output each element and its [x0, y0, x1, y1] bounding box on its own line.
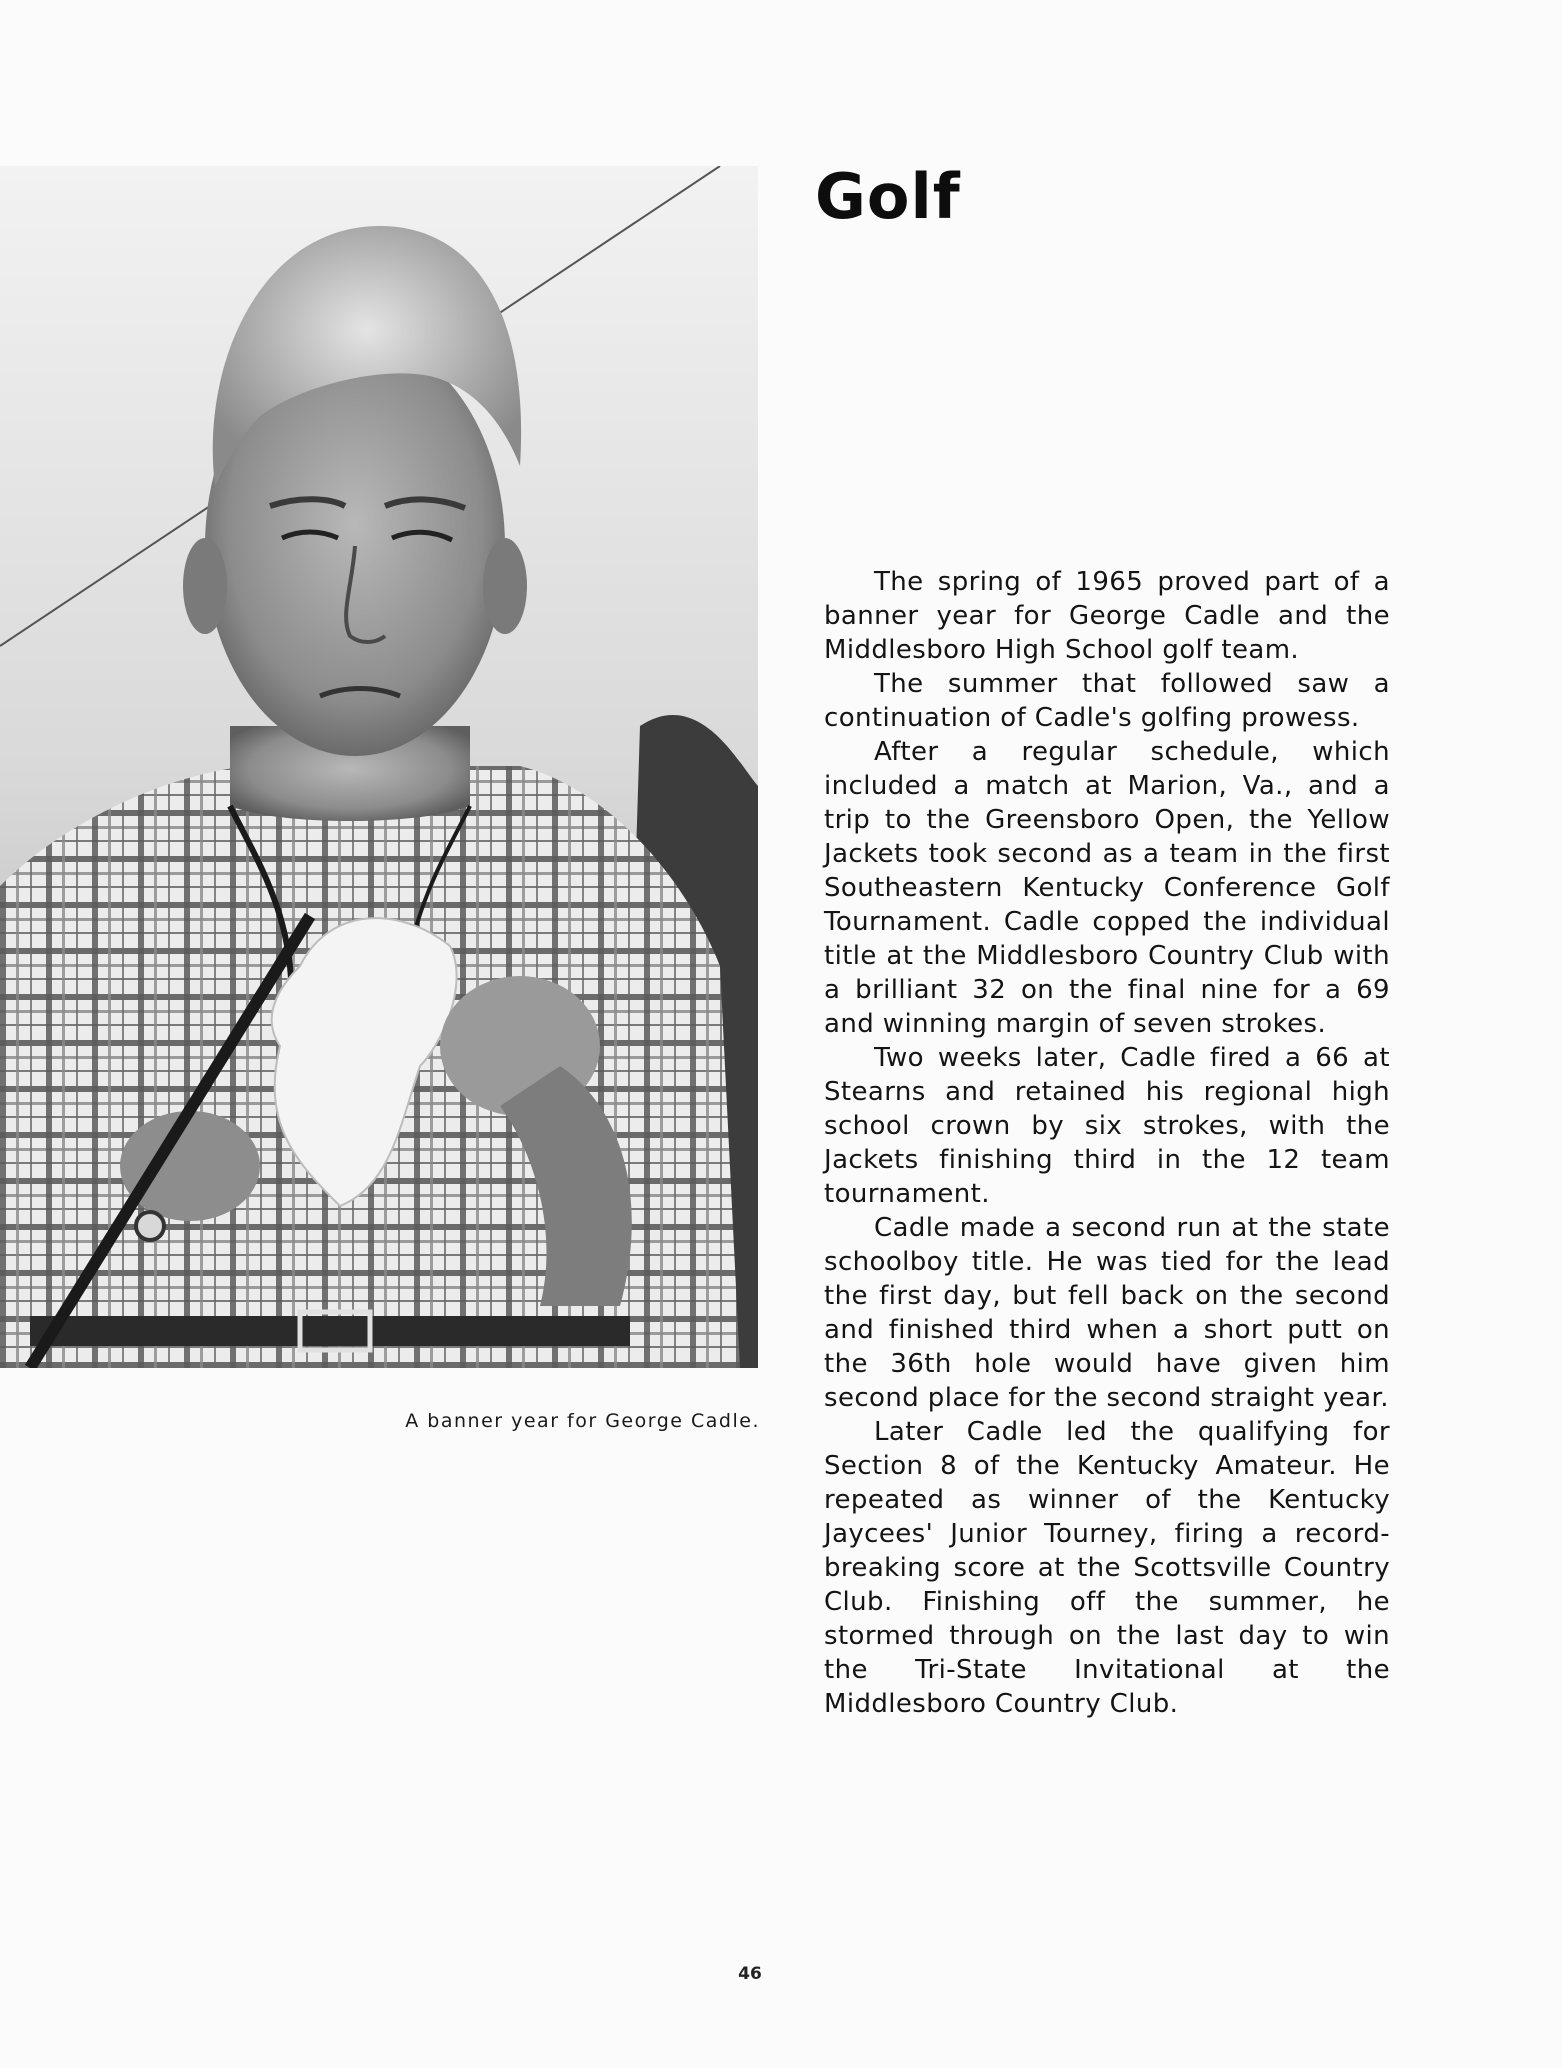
article-paragraph: The spring of 1965 proved part of a banner year for George Cadle and the Middlesboro High School golf team.	[824, 567, 1390, 665]
page-number: 46	[738, 1964, 762, 1984]
golfer-photo	[0, 166, 758, 1368]
article-body	[824, 565, 1390, 1721]
article-paragraph: Two weeks later, Cadle fired a 66 at Stearns and retained his regional high school crown by six strokes, with the Jackets finishing third in the 12 team tournament.	[824, 1043, 1390, 1209]
article-paragraph: Later Cadle led the qualifying for Section 8 of the Kentucky Amateur. He repeated as winner of the Kentucky Jaycees' Junior Tourney, firing a record-breaking score at the Scottsville Country Club. Finishing off the summer, he stormed through on the last day to win the Tri-State Invitational at the Middlesboro Country Club.	[824, 1417, 1390, 1719]
article-paragraph: Cadle made a second run at the state schoolboy title. He was tied for the lead the first day, but fell back on the second and finished third when a short putt on the 36th hole would have given him second place for the second straight year.	[824, 1213, 1390, 1413]
photo-caption: A banner year for George Cadle.	[405, 1410, 760, 1432]
portrait-golfer-photo-icon	[0, 166, 758, 1368]
article-paragraph: The summer that followed saw a continuation of Cadle's golfing prowess.	[824, 669, 1390, 733]
article-paragraph: After a regular schedule, which included a match at Marion, Va., and a trip to the Greensboro Open, the Yellow Jackets took second as a team in the first Southeastern Kentucky Conference Golf Tournament. Cadle copped the individual title at the Middlesboro Country Club with a brilliant 32 on the final nine for a 69 and winning margin of seven strokes.	[824, 737, 1390, 1039]
page-title: Golf	[815, 160, 961, 233]
